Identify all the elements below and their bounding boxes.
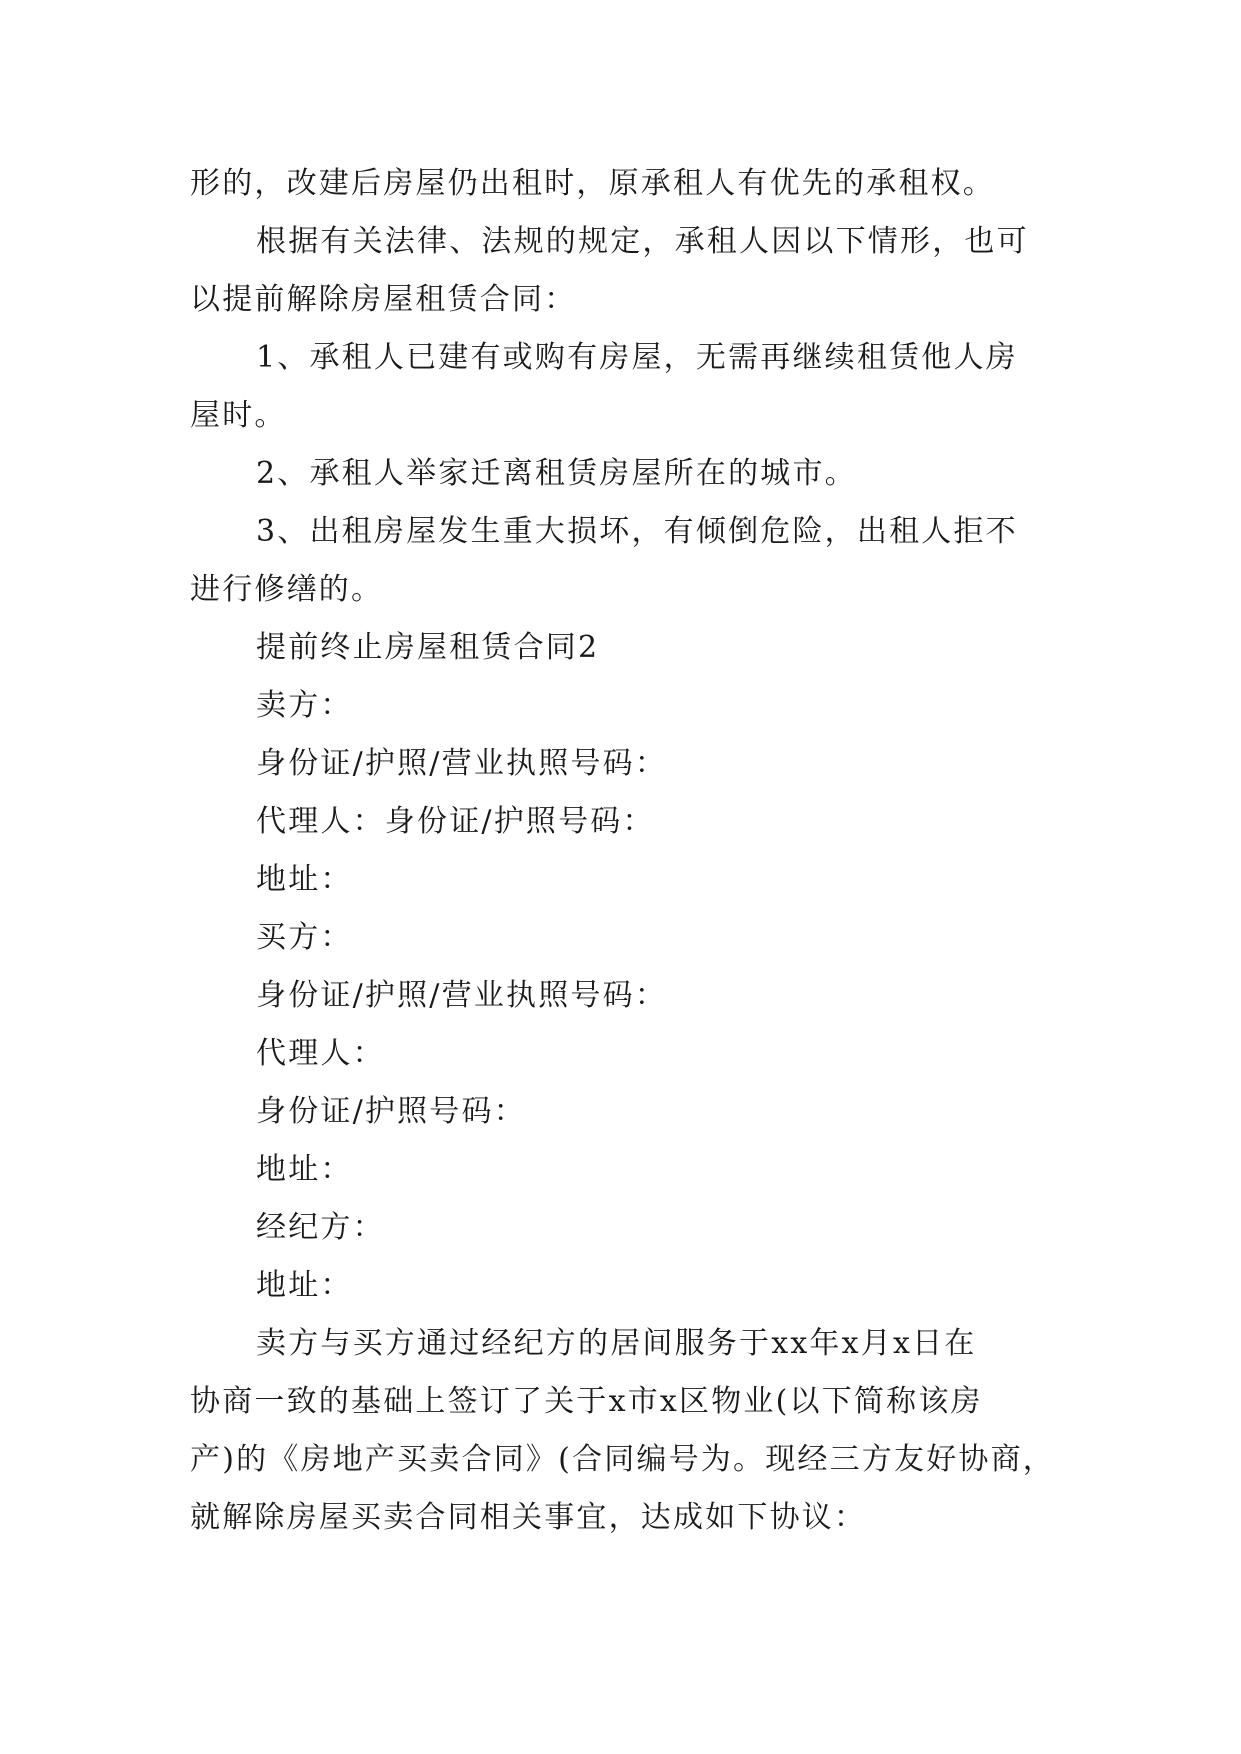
text-line: 卖方与买方通过经纪方的居间服务于xx年x月x日在	[256, 1326, 977, 1361]
text-line: 协商一致的基础上签订了关于x市x区物业(以下简称该房	[190, 1384, 983, 1419]
buyer-label: 买方：	[256, 920, 353, 955]
document-body	[190, 155, 1060, 1547]
buyer-address-label: 地址：	[256, 1152, 353, 1187]
buyer-agent-label: 代理人：	[256, 1036, 385, 1071]
text-line: 产)的《房地产买卖合同》(合同编号为。现经三方友好协商，	[190, 1442, 1056, 1477]
text-line: 1、承租人已建有或购有房屋，无需再继续租赁他人房	[256, 340, 1018, 375]
text-line: 就解除房屋买卖合同相关事宜，达成如下协议：	[190, 1500, 867, 1535]
buyer-agent-id-label: 身份证/护照号码：	[256, 1094, 526, 1129]
seller-id-label: 身份证/护照/营业执照号码：	[256, 746, 668, 781]
text-line: 屋时。	[190, 398, 287, 433]
text-line: 以提前解除房屋租赁合同：	[190, 282, 577, 317]
buyer-id-label: 身份证/护照/营业执照号码：	[256, 978, 668, 1013]
text-line: 2、承租人举家迁离租赁房屋所在的城市。	[256, 456, 857, 491]
text-line: 进行修缮的。	[190, 572, 384, 607]
text-line: 3、出租房屋发生重大损坏，有倾倒危险，出租人拒不	[256, 514, 1018, 549]
broker-label: 经纪方：	[256, 1210, 385, 1245]
section-heading: 提前终止房屋租赁合同2	[256, 630, 600, 665]
seller-address-label: 地址：	[256, 862, 353, 897]
broker-address-label: 地址：	[256, 1268, 353, 1303]
seller-label: 卖方：	[256, 688, 353, 723]
text-line: 根据有关法律、法规的规定，承租人因以下情形，也可	[256, 224, 1029, 259]
text-line: 形的，改建后房屋仍出租时，原承租人有优先的承租权。	[190, 166, 995, 201]
seller-agent-label: 代理人：身份证/护照号码：	[256, 804, 655, 839]
